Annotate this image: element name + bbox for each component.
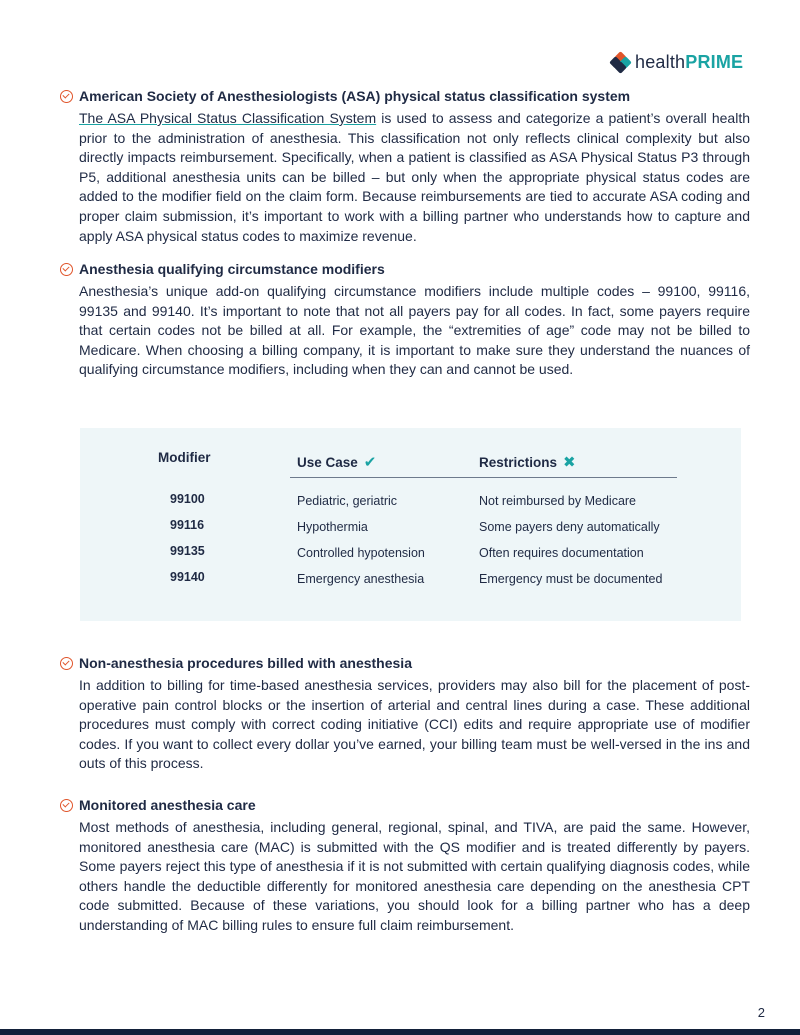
modifier-code: 99135 — [170, 544, 205, 558]
header-restrictions — [479, 453, 576, 471]
check-circle-icon — [60, 657, 73, 670]
section-body: Anesthesia’s unique add-on qualifying circumstance modifiers include multiple codes – 99100, 99116, 99135 and 99140. It’s important to note that not all payers pay for all codes. In fact, some payers require that certain codes not be billed at all. For example, the “extremities of age” code may not be billed to Medicare. When choosing a billing company, it is important to make sure they understand the nuances of qualifying circumstance modifiers, including when they can and cannot be used. — [79, 283, 750, 378]
header-restrictions-label: Restrictions — [479, 455, 558, 470]
section-title: American Society of Anesthesiologists (ASA) physical status classification system — [79, 88, 631, 104]
section-monitored-anesthesia-care — [60, 795, 750, 936]
use-case: Controlled hypotension — [297, 546, 425, 560]
modifier-code: 99140 — [170, 570, 205, 584]
section-body — [79, 109, 750, 246]
healthprime-logo — [611, 52, 743, 73]
logo-prime: PRIME — [685, 52, 744, 72]
restriction: Often requires documentation — [479, 546, 644, 560]
checkmark-icon: ✔ — [363, 454, 377, 471]
table-row — [80, 570, 741, 596]
table-row — [80, 544, 741, 570]
use-case: Hypothermia — [297, 520, 368, 534]
section-qualifying-modifiers — [60, 259, 750, 380]
section-body: In addition to billing for time-based anesthesia services, providers may also bill for the placement of post-operative pain control blocks or the insertion of arterial and central lines during a case. These additional procedures must comply with correct coding initiative (CCI) edits and require appropriate use of modifier codes. If you want to collect every dollar you’ve earned, your billing team must be well-versed in the ins and outs of this process. — [79, 677, 750, 772]
asa-classification-link[interactable]: The ASA Physical Status Classification System — [79, 110, 377, 126]
section-body: Most methods of anesthesia, including general, regional, spinal, and TIVA, are paid the same. However, monitored anesthesia care (MAC) is submitted with the QS modifier and is treated differently by payers. Some payers reject this type of anesthesia if it is not submitted with certain qualifying diagnosis codes, while others handle the deductible differently for monitored anesthesia care depending on the anesthesia CPT code submitted. Because of these variations, you should look for a billing partner who has a deep understanding of MAC billing rules to ensure full claim reimbursement. — [79, 819, 750, 933]
restriction: Not reimbursed by Medicare — [479, 494, 637, 508]
header-use-case — [297, 453, 376, 471]
use-case: Pediatric, geriatric — [297, 494, 398, 508]
modifier-code: 99100 — [170, 492, 205, 506]
modifier-table — [80, 428, 741, 621]
table-row — [80, 518, 741, 544]
section-title: Non-anesthesia procedures billed with anesthesia — [79, 655, 412, 671]
check-circle-icon — [60, 799, 73, 812]
logo-health: health — [635, 52, 686, 72]
modifier-code: 99116 — [170, 518, 205, 532]
restriction: Some payers deny automatically — [479, 520, 660, 534]
section-body-text: is used to assess and categorize a patient’s overall health prior to the administration of anesthesia. This classification not only reflects clinical complexity but also directly impacts reimbursement. Specifically, when a patient is classified as ASA Physical Status P3 through P5, additional anesthesia units can be billed – but only when the appropriate physical status codes are added to the modifier field on the claim form. Because reimbursements are tied to accurate ASA coding and proper claim submission, it’s important to work with a billing partner who understands how to capture and apply ASA physical status codes to maximize revenue. — [79, 110, 750, 244]
section-title: Monitored anesthesia care — [79, 797, 256, 813]
header-use-case-label: Use Case — [297, 455, 358, 470]
restriction: Emergency must be documented — [479, 572, 663, 586]
table-body — [80, 492, 741, 596]
check-circle-icon — [60, 90, 73, 103]
use-case: Emergency anesthesia — [297, 572, 425, 586]
healthprime-logo-mark-icon — [611, 53, 631, 73]
header-modifier: Modifier — [158, 450, 211, 465]
check-circle-icon — [60, 263, 73, 276]
section-title: Anesthesia qualifying circumstance modifiers — [79, 261, 385, 277]
table-row — [80, 492, 741, 518]
header-divider — [290, 477, 677, 478]
footer-bar — [0, 1029, 800, 1035]
section-non-anesthesia-procedures — [60, 653, 750, 774]
section-asa-classification — [60, 86, 750, 246]
page-number: 2 — [757, 1005, 765, 1020]
cross-icon: ✖ — [563, 454, 576, 471]
logo-wordmark — [635, 52, 743, 73]
